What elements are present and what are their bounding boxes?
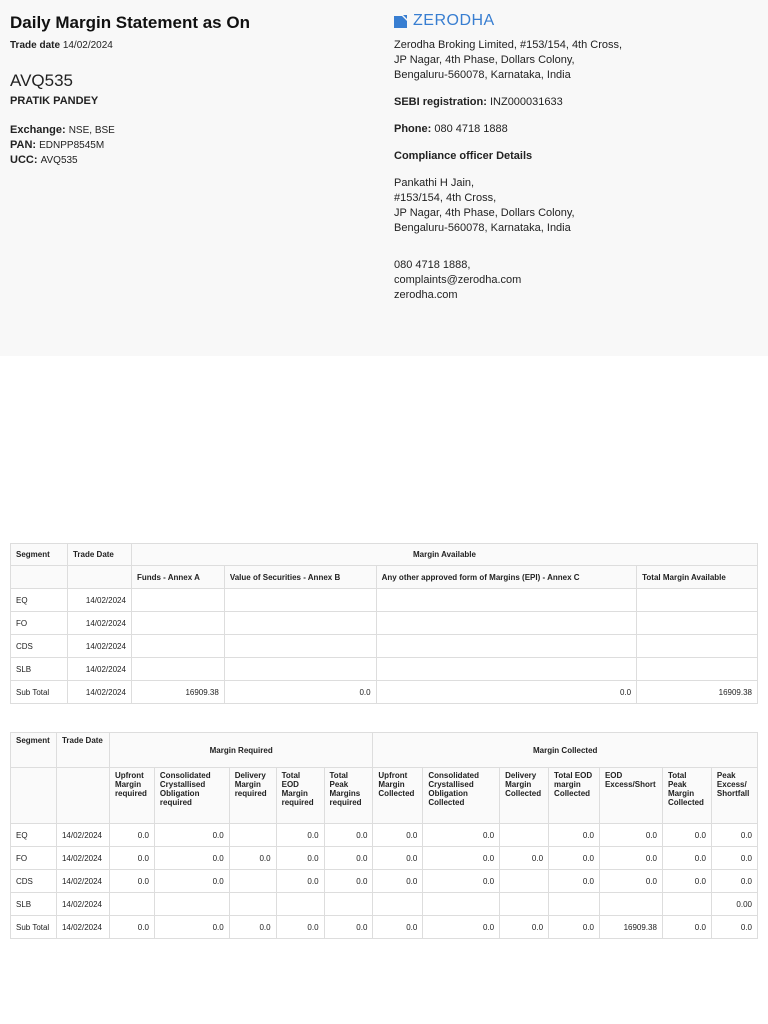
value-cell [229, 893, 276, 916]
value-cell [500, 870, 549, 893]
value-cell: 0.0 [276, 824, 324, 847]
trade-date-cell: 14/02/2024 [56, 847, 109, 870]
segment-cell: CDS [11, 635, 68, 658]
value-cell: 0.0 [423, 847, 500, 870]
table-row [11, 589, 758, 612]
sebi-registration [394, 95, 754, 110]
value-cell [662, 893, 711, 916]
table-row [11, 658, 758, 681]
segment-cell: FO [11, 847, 57, 870]
value-cell [637, 658, 758, 681]
empty-header-cell [56, 768, 109, 824]
column-header: Total EOD margin Collected [549, 768, 600, 824]
value-cell [373, 893, 423, 916]
margin-available-table [10, 543, 758, 704]
value-cell: 0.0 [154, 824, 229, 847]
contact-email: complaints@zerodha.com [394, 274, 522, 286]
trade-date-cell: 14/02/2024 [67, 658, 131, 681]
value-cell: 0.0 [224, 681, 376, 704]
broker-address-line: JP Nagar, 4th Phase, Dollars Colony, [394, 54, 575, 66]
empty-header-cell [11, 566, 68, 589]
table-row [11, 893, 758, 916]
trade-date-cell: 14/02/2024 [67, 612, 131, 635]
segment-cell: Sub Total [11, 916, 57, 939]
value-cell: 0.0 [662, 870, 711, 893]
segment-header: Segment [11, 733, 57, 768]
column-header: Total Margin Available [637, 566, 758, 589]
trade-date-value: 14/02/2024 [62, 40, 113, 51]
compliance-line: JP Nagar, 4th Phase, Dollars Colony, [394, 207, 575, 219]
value-cell: 16909.38 [599, 916, 662, 939]
column-header: Consolidated Crystallised Obligation Collected [423, 768, 500, 824]
client-id: AVQ535 [10, 71, 74, 90]
segment-cell: EQ [11, 824, 57, 847]
value-cell [376, 635, 637, 658]
broker-address-line: Bengaluru-560078, Karnataka, India [394, 69, 571, 81]
trade-date-cell: 14/02/2024 [56, 893, 109, 916]
value-cell [599, 893, 662, 916]
contact-website: zerodha.com [394, 289, 458, 301]
value-cell [500, 824, 549, 847]
value-cell [224, 589, 376, 612]
value-cell: 0.0 [549, 847, 600, 870]
value-cell: 0.0 [154, 916, 229, 939]
margin-required-collected-table [10, 732, 758, 939]
table-subheader-row [11, 768, 758, 824]
zerodha-wordmark: ZERODHA [413, 12, 495, 29]
margin-collected-header: Margin Collected [373, 733, 758, 768]
exchange-label: Exchange: [10, 124, 66, 136]
exchange-line [10, 123, 380, 138]
broker-address [394, 38, 754, 83]
sebi-value: INZ000031633 [489, 96, 563, 108]
compliance-heading-text: Compliance officer Details [394, 150, 533, 162]
value-cell [549, 893, 600, 916]
compliance-line: Bengaluru-560078, Karnataka, India [394, 222, 571, 234]
value-cell [224, 612, 376, 635]
column-header: Upfront Margin required [109, 768, 154, 824]
value-cell: 0.0 [324, 916, 373, 939]
trade-date-cell: 14/02/2024 [67, 681, 131, 704]
segment-cell: EQ [11, 589, 68, 612]
column-header: EOD Excess/Short [599, 768, 662, 824]
trade-date-cell: 14/02/2024 [67, 635, 131, 658]
segment-cell: SLB [11, 893, 57, 916]
value-cell: 0.0 [109, 870, 154, 893]
value-cell: 0.0 [711, 847, 757, 870]
value-cell: 0.0 [599, 870, 662, 893]
phone-line [394, 122, 754, 137]
compliance-line: Pankathi H Jain, [394, 177, 475, 189]
value-cell: 0.0 [229, 847, 276, 870]
sebi-label: SEBI registration: [394, 96, 487, 108]
value-cell [131, 635, 224, 658]
segment-cell: FO [11, 612, 68, 635]
ucc-line [10, 153, 380, 168]
value-cell: 0.0 [711, 824, 757, 847]
segment-cell: Sub Total [11, 681, 68, 704]
value-cell [500, 893, 549, 916]
table-row [11, 635, 758, 658]
table-row [11, 916, 758, 939]
value-cell [276, 893, 324, 916]
trade-date-cell: 14/02/2024 [56, 870, 109, 893]
column-header: Any other approved form of Margins (EPI) - Annex C [376, 566, 637, 589]
value-cell [637, 635, 758, 658]
column-header: Funds - Annex A [131, 566, 224, 589]
value-cell [637, 589, 758, 612]
client-details [10, 12, 380, 168]
value-cell: 0.0 [229, 916, 276, 939]
value-cell [324, 893, 373, 916]
value-cell [376, 658, 637, 681]
value-cell: 0.0 [662, 824, 711, 847]
column-header: Total EOD Margin required [276, 768, 324, 824]
value-cell: 0.0 [276, 847, 324, 870]
value-cell [376, 589, 637, 612]
pan-line [10, 138, 380, 153]
value-cell: 0.0 [376, 681, 637, 704]
table-header-row [11, 544, 758, 566]
value-cell [131, 658, 224, 681]
pan-value: EDNPP8545M [39, 140, 105, 151]
compliance-heading [394, 149, 754, 164]
value-cell: 0.0 [423, 870, 500, 893]
contact-phone: 080 4718 1888, [394, 259, 471, 271]
margin-available-header: Margin Available [131, 544, 757, 566]
value-cell: 0.0 [423, 824, 500, 847]
value-cell: 0.0 [373, 870, 423, 893]
value-cell: 0.00 [711, 893, 757, 916]
column-header: Peak Excess/ Shortfall [711, 768, 757, 824]
client-name: PRATIK PANDEY [10, 95, 99, 107]
value-cell [154, 893, 229, 916]
margin-required-header: Margin Required [109, 733, 372, 768]
value-cell: 0.0 [373, 916, 423, 939]
value-cell: 0.0 [154, 870, 229, 893]
trade-date-header: Trade Date [67, 544, 131, 566]
value-cell: 0.0 [549, 824, 600, 847]
value-cell [224, 658, 376, 681]
value-cell: 0.0 [549, 870, 600, 893]
trade-date-cell: 14/02/2024 [56, 916, 109, 939]
value-cell: 0.0 [276, 916, 324, 939]
value-cell: 0.0 [599, 824, 662, 847]
value-cell: 16909.38 [131, 681, 224, 704]
trade-date-label: Trade date [10, 40, 61, 51]
value-cell: 0.0 [109, 824, 154, 847]
column-header: Delivery Margin Collected [500, 768, 549, 824]
pan-label: PAN: [10, 139, 37, 151]
segment-header: Segment [11, 544, 68, 566]
column-header: Total Peak Margins required [324, 768, 373, 824]
table-header-row [11, 733, 758, 768]
value-cell: 0.0 [154, 847, 229, 870]
statement-header [0, 0, 768, 356]
compliance-line: #153/154, 4th Cross, [394, 192, 497, 204]
broker-address-line: Zerodha Broking Limited, #153/154, 4th Cross, [394, 39, 623, 51]
table-row [11, 847, 758, 870]
column-header: Consolidated Crystallised Obligation required [154, 768, 229, 824]
value-cell: 0.0 [324, 824, 373, 847]
value-cell: 0.0 [662, 916, 711, 939]
trade-date-header: Trade Date [56, 733, 109, 768]
value-cell [224, 635, 376, 658]
exchange-value: NSE, BSE [68, 125, 115, 136]
broker-details [394, 12, 754, 303]
value-cell [131, 612, 224, 635]
value-cell [229, 824, 276, 847]
column-header: Total Peak Margin Collected [662, 768, 711, 824]
value-cell [376, 612, 637, 635]
value-cell: 0.0 [599, 847, 662, 870]
value-cell [423, 893, 500, 916]
value-cell: 0.0 [500, 916, 549, 939]
value-cell: 0.0 [423, 916, 500, 939]
segment-cell: CDS [11, 870, 57, 893]
value-cell [109, 893, 154, 916]
empty-header-cell [67, 566, 131, 589]
column-header: Value of Securities - Annex B [224, 566, 376, 589]
column-header: Delivery Margin required [229, 768, 276, 824]
trade-date-cell: 14/02/2024 [56, 824, 109, 847]
table-row [11, 612, 758, 635]
ucc-value: AVQ535 [40, 155, 78, 166]
compliance-address [394, 176, 754, 236]
phone-value: 080 4718 1888 [434, 123, 508, 135]
value-cell: 0.0 [711, 870, 757, 893]
trade-date-line [10, 40, 380, 51]
table-subheader-row [11, 566, 758, 589]
table-row [11, 870, 758, 893]
column-header: Upfront Margin Collected [373, 768, 423, 824]
value-cell: 0.0 [662, 847, 711, 870]
value-cell: 0.0 [711, 916, 757, 939]
value-cell: 0.0 [109, 916, 154, 939]
value-cell: 0.0 [109, 847, 154, 870]
value-cell: 0.0 [549, 916, 600, 939]
value-cell: 0.0 [373, 824, 423, 847]
value-cell: 16909.38 [637, 681, 758, 704]
value-cell [131, 589, 224, 612]
zerodha-logo [394, 12, 754, 30]
ucc-label: UCC: [10, 154, 38, 166]
value-cell: 0.0 [373, 847, 423, 870]
table-row [11, 681, 758, 704]
segment-cell: SLB [11, 658, 68, 681]
value-cell: 0.0 [324, 870, 373, 893]
page-title: Daily Margin Statement as On [10, 13, 250, 32]
contact-details [394, 258, 754, 303]
value-cell: 0.0 [500, 847, 549, 870]
value-cell [637, 612, 758, 635]
empty-header-cell [11, 768, 57, 824]
trade-date-cell: 14/02/2024 [67, 589, 131, 612]
phone-label: Phone: [394, 123, 432, 135]
value-cell: 0.0 [324, 847, 373, 870]
value-cell [229, 870, 276, 893]
value-cell: 0.0 [276, 870, 324, 893]
table-row [11, 824, 758, 847]
zerodha-logo-icon [394, 15, 407, 28]
